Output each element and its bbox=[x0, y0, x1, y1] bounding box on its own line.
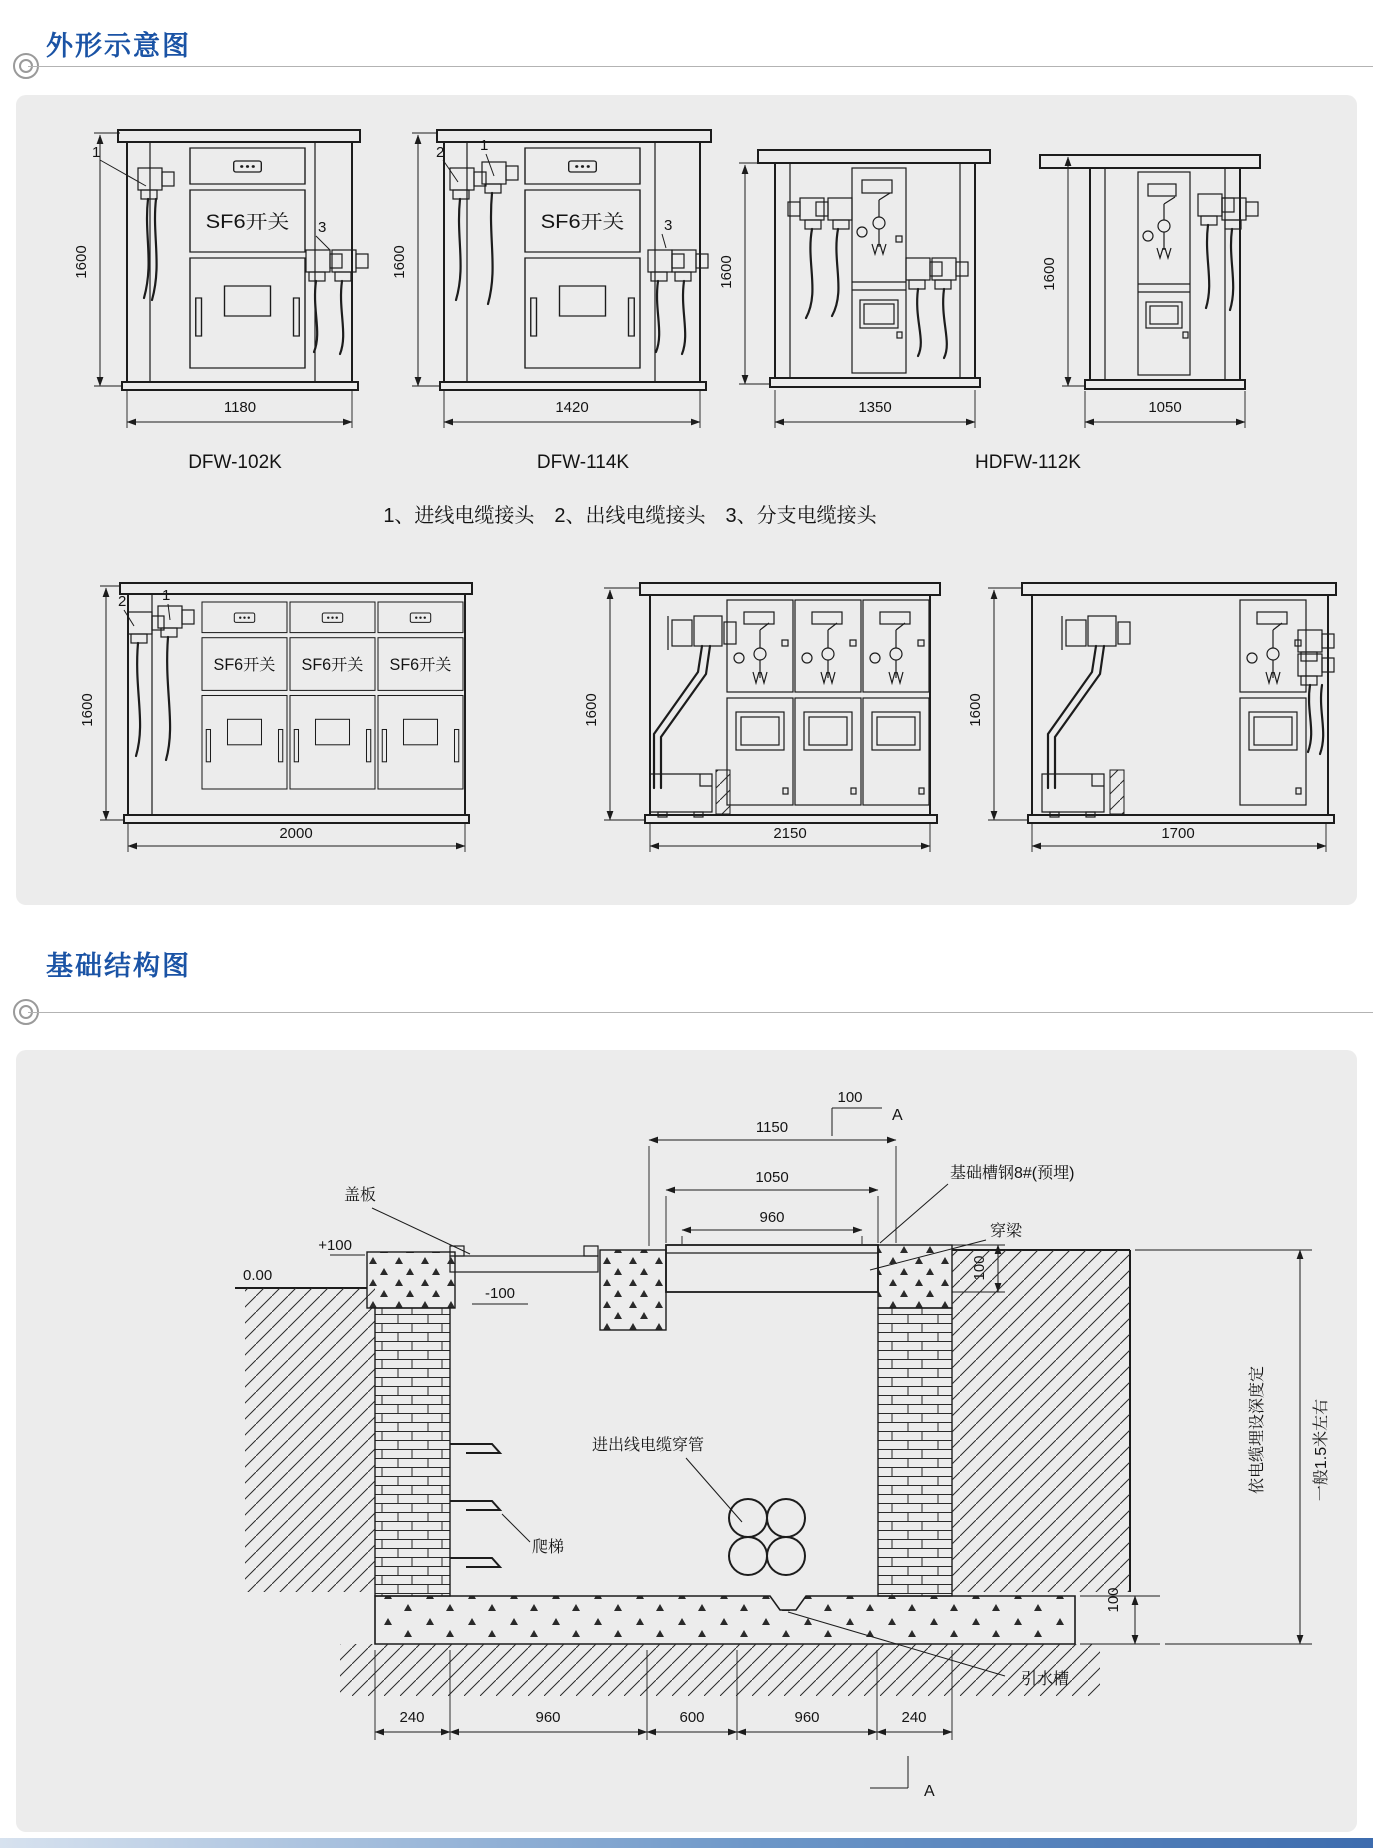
depth-note-2: 一般1.5米左右 bbox=[1313, 1398, 1330, 1502]
ladder-label: 爬梯 bbox=[531, 1539, 565, 1556]
width-dim: 1050 bbox=[1148, 399, 1182, 416]
callout-outlet: 2 bbox=[118, 593, 127, 610]
model-label: HDFW-112K bbox=[975, 452, 1081, 473]
callout-branch: 3 bbox=[318, 219, 327, 236]
cable-legend: 1、进线电缆接头 2、出线电缆接头 3、分支电缆接头 bbox=[383, 505, 877, 527]
bottom-dim-600: 600 bbox=[679, 1709, 705, 1726]
slab-height-dim: 100 bbox=[1105, 1587, 1122, 1613]
cabinet-hdfw-side-1350 bbox=[718, 150, 990, 428]
callout-inlet: 1 bbox=[92, 144, 101, 161]
width-dim: 1700 bbox=[1161, 825, 1195, 842]
cabinet-row2-2150 bbox=[583, 583, 940, 852]
height-dim: 1600 bbox=[718, 255, 735, 289]
callout-branch: 3 bbox=[664, 217, 673, 234]
section-mark-bottom: A bbox=[924, 1783, 935, 1800]
beam-label: 穿梁 bbox=[990, 1223, 1023, 1240]
width-dim: 1180 bbox=[223, 399, 257, 416]
model-label: DFW-102K bbox=[188, 452, 282, 473]
outline-section-title: 外形示意图 bbox=[46, 31, 191, 61]
bottom-dim-960-left: 960 bbox=[535, 1709, 561, 1726]
level-plus: +100 bbox=[318, 1237, 352, 1254]
span-dim-1150: 1150 bbox=[755, 1119, 789, 1136]
bottom-dim-240-left: 240 bbox=[399, 1709, 425, 1726]
cabinet-dfw-102k bbox=[73, 130, 368, 473]
callout-outlet: 2 bbox=[436, 144, 445, 161]
width-dim: 2000 bbox=[279, 825, 313, 842]
bottom-dim-960-right: 960 bbox=[794, 1709, 820, 1726]
drain-label: 引水槽 bbox=[1020, 1671, 1070, 1688]
cover-plate-label: 盖板 bbox=[343, 1187, 377, 1204]
height-dim: 1600 bbox=[79, 693, 96, 727]
span-dim-960: 960 bbox=[759, 1209, 785, 1226]
height-dim: 1600 bbox=[73, 245, 90, 279]
level-zero: 0.00 bbox=[243, 1267, 273, 1284]
width-dim: 2150 bbox=[773, 825, 807, 842]
height-dim: 1600 bbox=[583, 693, 600, 727]
cabinet-dfw-114k bbox=[391, 130, 711, 473]
conduit-label: 进出线电缆穿管 bbox=[591, 1437, 705, 1454]
cabinet-hdfw-side-1050 bbox=[975, 155, 1260, 473]
height-dim: 1600 bbox=[391, 245, 408, 279]
span-dim-1050: 1050 bbox=[755, 1169, 789, 1186]
bottom-dim-240-right: 240 bbox=[901, 1709, 927, 1726]
height-dim: 1600 bbox=[967, 693, 984, 727]
width-dim: 1350 bbox=[858, 399, 892, 416]
top-offset-dim: 100 bbox=[837, 1089, 863, 1106]
model-label: DFW-114K bbox=[536, 452, 630, 473]
callout-inlet: 1 bbox=[162, 587, 171, 604]
page-footer-bar bbox=[0, 1838, 1373, 1848]
foundation-diagram bbox=[235, 1089, 1330, 1800]
height-dim: 1600 bbox=[1041, 257, 1058, 291]
level-minus: -100 bbox=[484, 1285, 516, 1302]
width-dim: 1420 bbox=[555, 399, 589, 416]
depth-note-1: 依电缆埋设深度定 bbox=[1249, 1365, 1266, 1495]
cabinet-row2-2000 bbox=[79, 583, 472, 852]
channel-steel-label: 基础槽钢8#(预埋) bbox=[950, 1165, 1075, 1182]
section-mark-top: A bbox=[892, 1107, 903, 1124]
technical-drawings: SF6开关 1 3 1600 1180 DFW-102K 2 1 3 1600 1420 DFW-114K 1600 1350 1600 1050 HDFW-112K 1、进线电缆接头 2、出线电缆接头 3、分支电缆接头 2 1 1600 2000 1600 2150 1600 1700 100 A 1150 1050 960 基础槽钢8#(预埋) 穿梁 0.00 +100 盖板 -100 爬梯 进出线电缆穿管 引水槽 100 依电缆埋设深度定 一般1.5米左右 240 960 600 960 240 A bbox=[0, 0, 1373, 1848]
foundation-section-title: 基础结构图 bbox=[46, 951, 191, 981]
cabinet-row2-1700 bbox=[967, 583, 1336, 852]
callout-inlet: 1 bbox=[480, 137, 489, 154]
